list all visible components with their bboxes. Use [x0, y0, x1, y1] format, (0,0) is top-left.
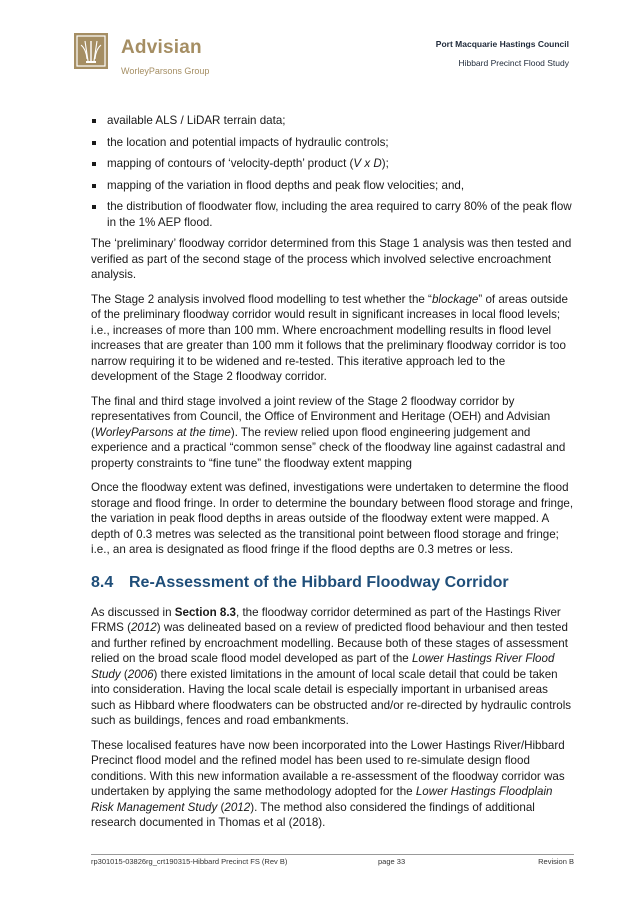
- logo-subtitle: WorleyParsons Group: [121, 66, 210, 76]
- logo-name: Advisian: [121, 37, 202, 58]
- paragraphs-stage: [91, 236, 574, 558]
- text-run: 2012: [224, 800, 251, 814]
- text-run: 2012: [130, 621, 157, 634]
- header-study: Hibbard Precinct Flood Study: [458, 58, 569, 68]
- text-run: The Stage 2 analysis involved flood modelling to test whether the “: [91, 292, 432, 306]
- text-run: ). The review relied upon flood engineering judgement and experience and a practical “common sense” check of the floodway line against cadastral and property constraints to “fine tune” the floodway extent mapping: [91, 425, 566, 470]
- section-heading: [91, 574, 574, 592]
- text-run: WorleyParsons at the time: [94, 425, 231, 439]
- bullet-square-icon: [92, 119, 96, 123]
- text-run: blockage: [431, 292, 479, 306]
- text-run: As discussed in: [91, 605, 175, 619]
- text-run: the location and potential impacts of hydraulic controls;: [107, 135, 389, 149]
- footer-doc-ref: rp301015-03826rg_crt190315-Hibbard Precinct FS (Rev B): [91, 857, 288, 866]
- text-run: mapping of contours of ‘velocity-depth’ product (: [107, 157, 354, 170]
- text-run: (: [217, 800, 225, 814]
- text-run: ” of areas outside of the preliminary floodway corridor would result in significant increases in local flood levels; i.e., increases of more than 100 mm. Where encroachment modelling results in flood level increases that are greater than 100 mm it follows that the preliminary floodway corridor is too narrow requiring it to be widened and re-tested. This iterative approach led to the development of the Stage 2 floodway corridor.: [91, 292, 568, 383]
- footer-revision: Revision B: [538, 857, 574, 866]
- text-run: the distribution of floodwater flow, including the area required to carry 80% of the peak flow in the 1% AEP flood.: [107, 200, 572, 229]
- section-number: 8.4: [91, 573, 114, 591]
- advisian-logo: [74, 33, 209, 76]
- bullet-item: [91, 113, 574, 129]
- bullet-item: [91, 178, 574, 194]
- paragraphs-reassessment: [91, 605, 574, 831]
- text-run: V x D: [353, 157, 382, 170]
- bullet-list: [91, 113, 574, 230]
- text-run: (: [120, 667, 128, 681]
- paragraph: [91, 480, 574, 558]
- document-header: [436, 39, 569, 69]
- bullet-item: [91, 199, 574, 230]
- header-council: Port Macquarie Hastings Council: [435, 39, 569, 49]
- text-run: Lower Hastings Floodplain Risk Management Study: [91, 785, 553, 814]
- text-run: ) there existed limitations in the amount of local scale detail that could be taken into consideration. Having the local scale detail is especially important in urbanised areas such as Hibbard where floodwaters can be obstructed and/or re-directed by hydraulic controls such as buildings, fences and road embankments.: [91, 667, 572, 727]
- footer-divider: [91, 854, 574, 855]
- paragraph: [91, 605, 574, 729]
- text-run: Lower Hastings River Flood Study: [91, 652, 555, 681]
- text-run: Section 8.3: [174, 605, 236, 619]
- bullet-square-icon: [92, 141, 96, 145]
- text-run: , the floodway corridor determined as part of the Hastings River FRMS (: [91, 605, 561, 634]
- text-run: );: [381, 157, 389, 170]
- bullet-square-icon: [92, 184, 96, 188]
- footer-page-number: page 33: [378, 857, 406, 866]
- section-title: Re-Assessment of the Hibbard Floodway Corridor: [129, 573, 509, 591]
- bullet-square-icon: [92, 162, 96, 166]
- paragraph: [91, 292, 574, 385]
- bullet-item: [91, 135, 574, 151]
- text-run: mapping of the variation in flood depths and peak flow velocities; and,: [107, 178, 465, 192]
- text-run: The ‘preliminary’ floodway corridor determined from this Stage 1 analysis was then tested and verified as part of the second stage of the process which involved selective encroachment analysis.: [91, 237, 572, 281]
- logo-emblem-icon: [74, 33, 108, 69]
- text-run: available ALS / LiDAR terrain data;: [107, 114, 286, 127]
- text-run: ). The method also considered the findings of additional research documented in Thomas et al (2018).: [91, 800, 535, 829]
- paragraph: [91, 394, 574, 472]
- text-run: 2006: [127, 667, 154, 681]
- text-run: ) was delineated based on a review of predicted flood behaviour and then tested and further refined by encroachment modelling. Because both of these stages of assessment relied on the broad scale flood model developed as part of the: [91, 621, 568, 665]
- bullet-square-icon: [92, 205, 96, 209]
- bullet-item: [91, 156, 574, 172]
- page-body: [91, 113, 574, 840]
- text-run: The final and third stage involved a joint review of the Stage 2 floodway corridor by representatives from Council, the Office of Environment and Heritage (OEH) and Advisian (: [91, 394, 551, 439]
- paragraph: [91, 236, 574, 283]
- text-run: Once the floodway extent was defined, investigations were undertaken to determine the flood storage and flood fringe. In order to determine the boundary between flood storage and fringe, the variation in peak flood depths in areas outside of the floodway extent were mapped. A depth of 0.3 metres was selected as the transitional point between flood storage and fringe; i.e., an area is designated as flood fringe if the flood depths are 0.3 metres or less.: [91, 481, 574, 556]
- paragraph: [91, 738, 574, 831]
- text-run: These localised features have now been incorporated into the Lower Hastings River/Hibbard Precinct flood model and the refined model has been used to re-simulate design flood conditions. With this new information available a re-assessment of the floodway corridor was undertaken by applying the same methodology adopted for the: [91, 738, 565, 798]
